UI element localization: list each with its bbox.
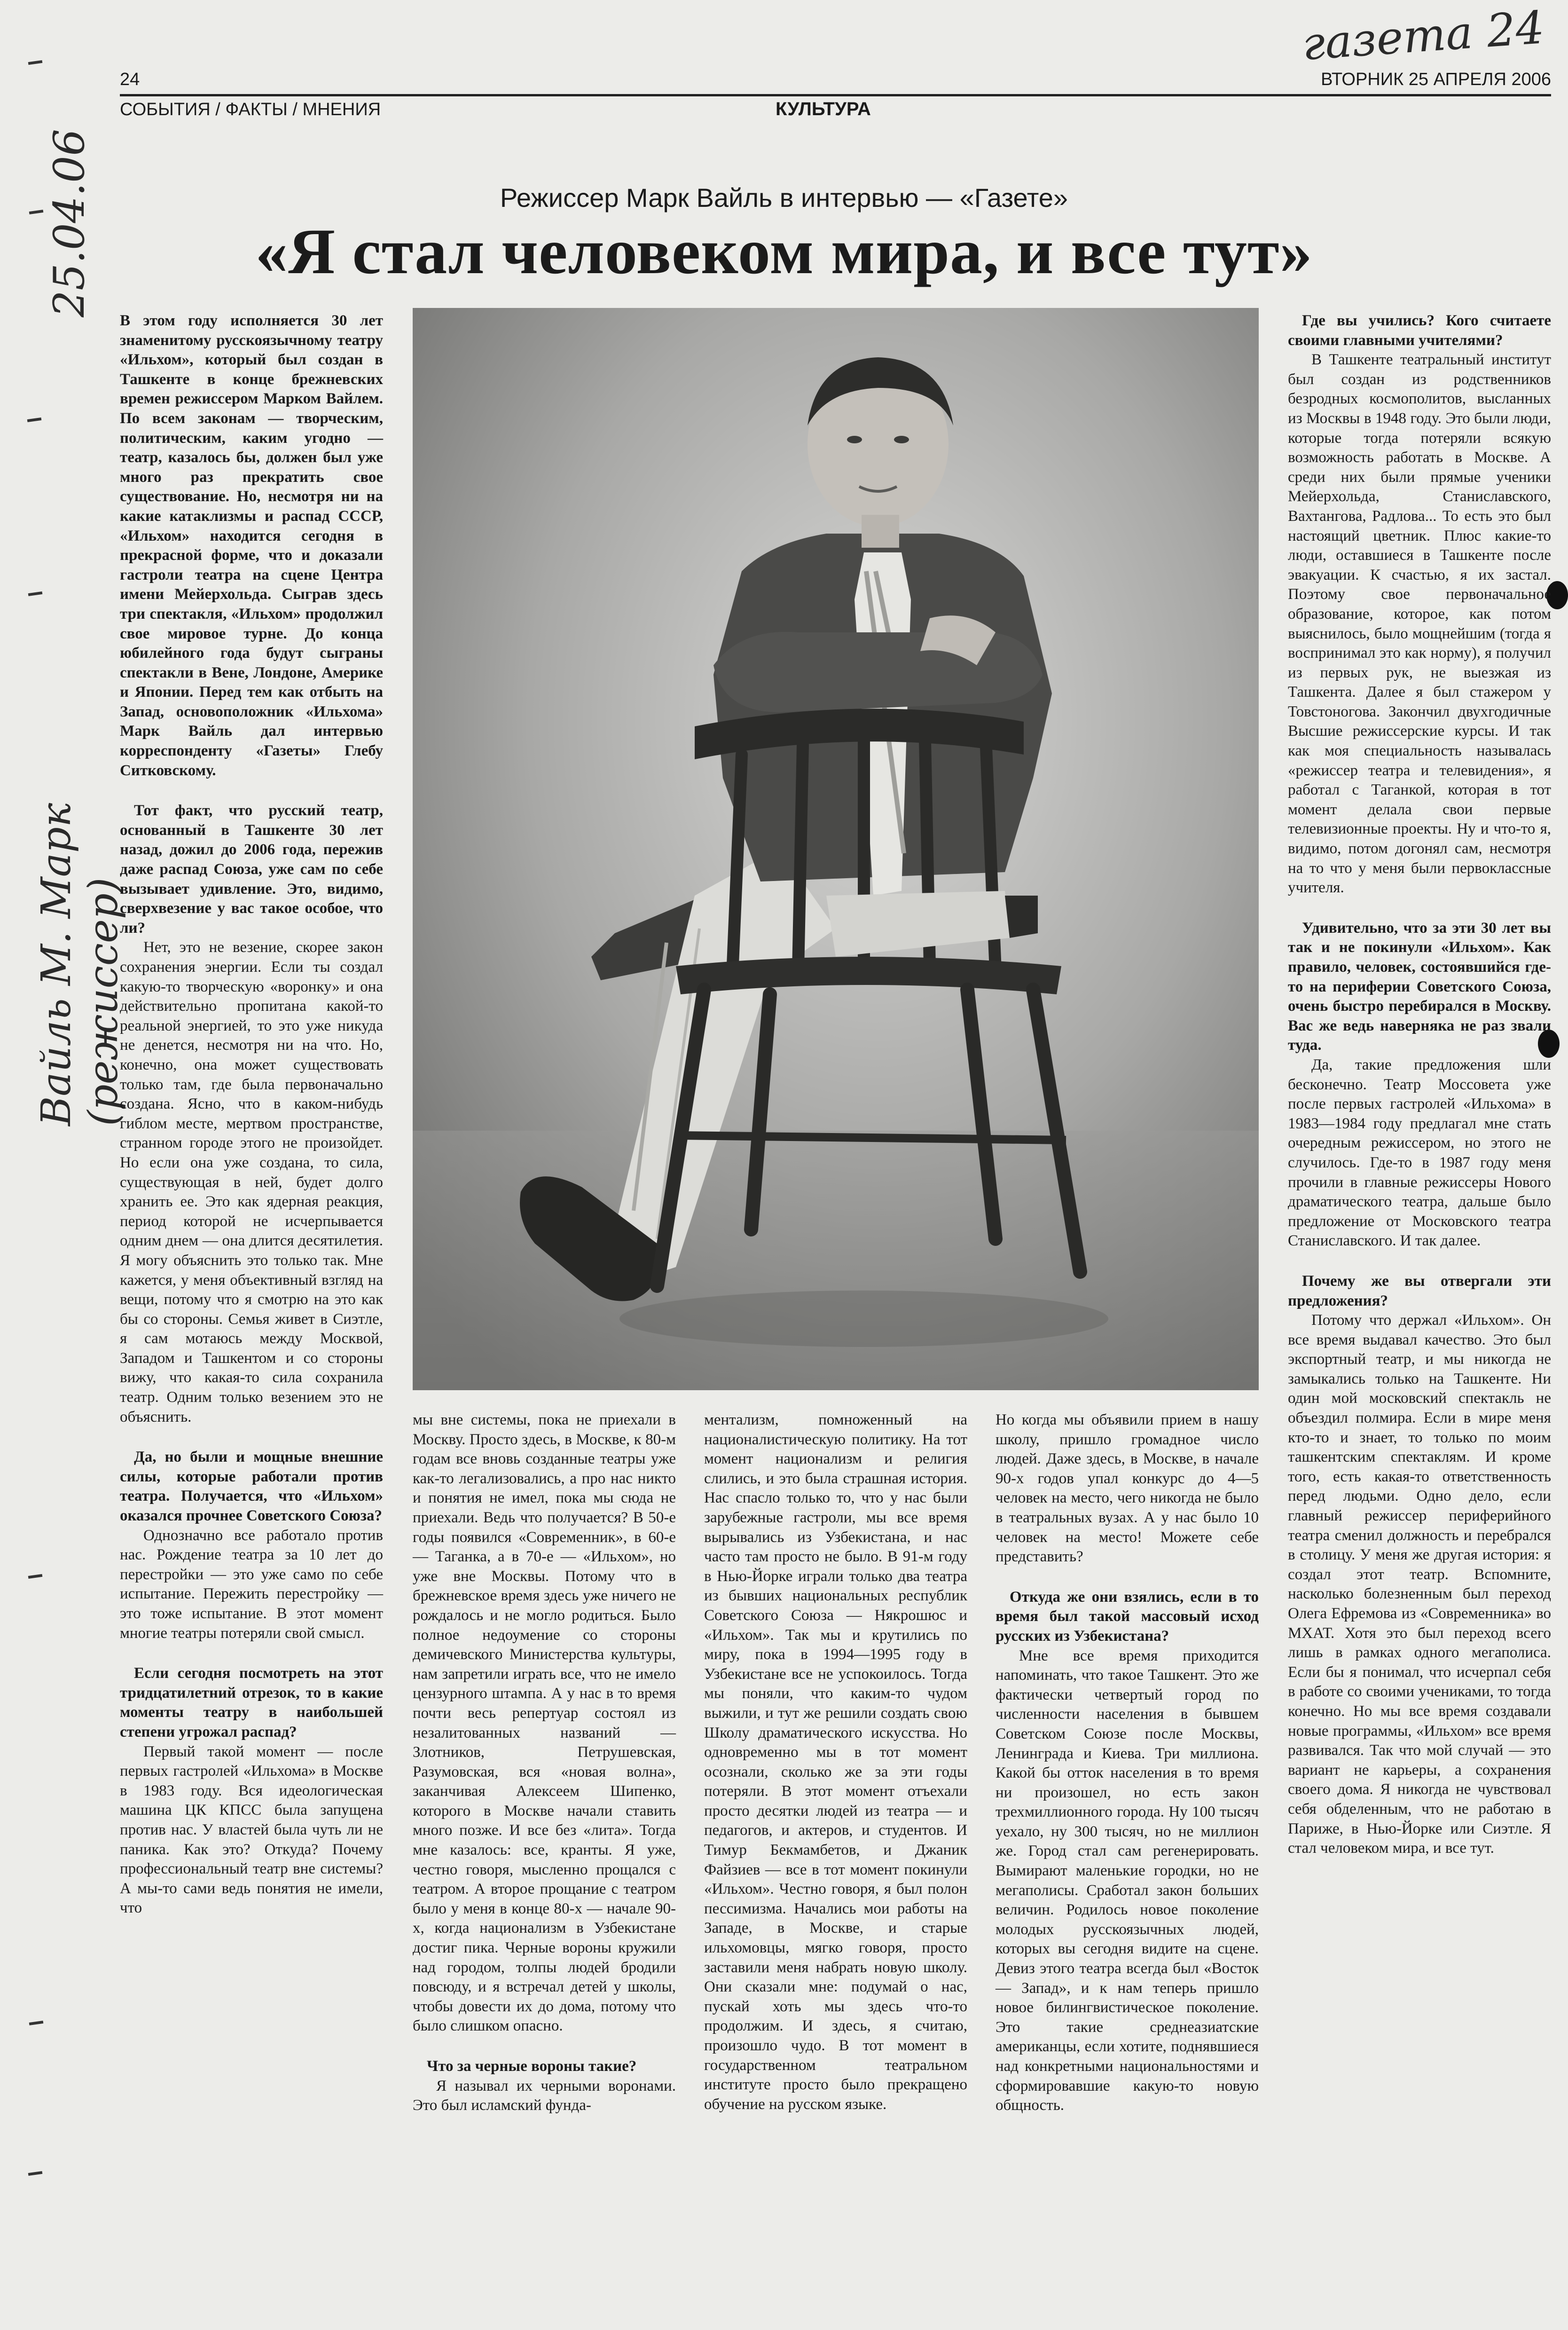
interview-question: Да, но были и мощные внешние силы, которые работали против театра. Получается, что «Ильхом» оказался прочнее Советского Союза? bbox=[120, 1448, 383, 1525]
header-rule bbox=[120, 94, 1551, 96]
interview-answer: ментализм, помноженный на националистическую политику. На тот момент национализм и религия слились, и это была страшная история. Нас спасло только то, что у нас были зарубежные гастроли, мы все время вырывались из Узбекистана, и нас часто там просто не было. В 91-м году в Нью-Йорке играли только два театра из бывших национальных республик Советского Союза — Някрошюс и «Ильхом». Так мы и крутились по миру, пока в 1994—1995 году в Узбекистане все не успокоилось. Тогда мы поняли, что каким-то чудом выжили, и тут же решили создать свою Школу драматического искусства. Но одновременно мы в тот момент осознали, сколько же за эти годы потеряли. В этот момент отъехали просто десятки людей из театра — и педагогов, и актеров, и студентов. И Тимур Бекмамбетов, и Джаник Файзиев — все в тот момент покинули «Ильхом». Честно говоря, я был полон пессимизма. Начались мои работы на Западе, в Москве, и старые ильхомовцы, мягко говоря, просто заставили меня набрать новую школу. Они сказали мне: подумай о нас, пускай хоть мы здесь что-то продолжим. И здесь, я считаю, произошло чудо. В тот момент в государственном театральном институте просто было прекращено обучение на русском языке. bbox=[704, 1411, 967, 2113]
handwritten-name: Вайль М. Марк (режиссер) bbox=[33, 803, 127, 1126]
interview-answer: Первый такой момент — после первых гастролей «Ильхома» в Москве в 1983 году. Вся идеологическая машина ЦК КПСС была запущена против нас. У властей была чуть ли не паника. Как это? Откуда? Почему профессиональный театр вне системы? А мы-то сами ведь понятия не имели, что bbox=[120, 1743, 383, 1917]
margin-mark bbox=[27, 417, 42, 422]
interview-answer: Мне все время приходится напоминать, что такое Ташкент. Это же фактически четвертый город по численности населения в бывшем Советском Союзе после Москвы, Ленинграда и Киева. Три миллиона. Какой бы отток населения в то время ни произошел, но есть закон трехмиллионного города. Ну 100 тысяч уехало, ну 300 тысяч, но не миллион же. Город стал сам регенерировать. Вымирают маленькие городки, но не мегаполисы. Сработал закон больших величин. Родилось новое поколение молодых русскоязычных людей, которых вы сегодня видите на сцене. Девиз этого театра всегда был «Восток — Запад», и к нам теперь пришло новое билингвистическое поколение. Это такие среднеазиатские американцы, если хотите, поднявшиеся над конкретными национальностями и сформировавшие какую-то новую общность. bbox=[996, 1647, 1259, 2114]
article-column-2 bbox=[413, 1410, 676, 2116]
article-column-1 bbox=[120, 311, 383, 1918]
margin-mark bbox=[28, 60, 43, 65]
handwritten-note: газета 24 bbox=[1300, 1, 1546, 71]
interview-answer: В Ташкенте театральный институт был создан из родственников безродных космополитов, высланных из Москвы в 1948 году. Это были люди, которые тогда потеряли всякую возможность работать в Москве. А среди них были прямые ученики Мейерхольда, Станиславского, Вахтангова, Радлова... То есть это был настоящий цветник. Плюс какие-то люди, оставшиеся в Ташкенте после эвакуации. К счастью, я их застал. Поэтому свое первоначальное образование, которое, как потом выяснилось, было мощнейшим (тогда я воспринимал это как норму), я получил из первых рук, не выезжая из Ташкента. Далее я был стажером у Товстоногова. Закончил двухгодичные Высшие режиссерские курсы. И так как моя специальность называлась «режиссер театра и телевидения», я работал с Таганкой, которая в тот момент делала свои первые телевизионные проекты. Ну и что-то я, видимо, потом догонял сам, несмотря на то что у меня были первоклассные учителя. bbox=[1288, 351, 1551, 897]
article-column-3 bbox=[704, 1410, 967, 2114]
article-kicker: Режиссер Марк Вайль в интервью — «Газете» bbox=[500, 183, 1068, 213]
section-label: СОБЫТИЯ / ФАКТЫ / МНЕНИЯ bbox=[120, 100, 381, 119]
portrait-illustration bbox=[413, 308, 1259, 1390]
rubric-label: КУЛЬТУРА bbox=[776, 99, 871, 119]
interview-question: Почему же вы отвергали эти предложения? bbox=[1288, 1272, 1551, 1309]
margin-mark bbox=[28, 591, 43, 596]
article-column-4 bbox=[996, 1410, 1259, 2116]
interview-question: Откуда же они взялись, если в то время был такой массовый исход русских из Узбекистана? bbox=[996, 1588, 1259, 1645]
interview-answer: Нет, это не везение, скорее закон сохранения энергии. Если ты создал какую-то творческую «воронку» и она действительно пропитана какой-то реальной энергией, то это уже никуда не денется, несмотря ни на что. Но, конечно, она может существовать только там, где была первоначально создана. Ясно, что в каком-нибудь гиблом месте, мертвом пространстве, странном городе этого не произойдет. Но если она уже создана, то сила, существующая в ней, будет долго хранить ее. Это как ядерная реакция, период которой не исчерпывается одним днем — она длится десятилетия. Я могу объяснить это только так. Мне кажется, у меня объективный взгляд на вещи, потому что я смотрю на это как бы со стороны. Семья живет в Сиэтле, я сам мотаюсь между Москвой, Западом и Ташкентом и со стороны вижу, что какая-то сила сохранила театр. Одним только везением это не объяснить. bbox=[120, 939, 383, 1425]
margin-mark bbox=[29, 2021, 44, 2025]
interview-question: Где вы учились? Кого считаете своими главными учителями? bbox=[1288, 312, 1551, 349]
portrait-photo bbox=[413, 308, 1259, 1390]
page-number: 24 bbox=[120, 70, 140, 89]
handwritten-date: 25.04.06 bbox=[45, 129, 94, 317]
margin-mark bbox=[28, 2171, 43, 2176]
interview-question: Что за черные вороны такие? bbox=[427, 2058, 637, 2075]
interview-answer: Потому что держал «Ильхом». Он все время выдавал качество. Это был экспортный театр, и мы никогда не замыкались только на Ташкенте. Ни один мой московский спектакль не объездил полмира. Если в мире меня кто-то и знает, то только по моим ташкентским спектаклям. И кроме того, есть какая-то ответственность перед людьми. Одно дело, если главный режиссер периферийного театра сменил должность и перебрался в столицу. У меня же другая история: я создал этот театр. Вспомните, насколько болезненным был переход Олега Ефремова из «Современника» во МХАТ. Хотя это был переход всего лишь в рамках одного мегаполиса. Если бы я понимал, что исчерпал себя в работе со своими учениками, то тогда конечно. Но мы все время создавали новые программы, «Ильхом» все время развивался. Так что мой случай — это вариант не карьеры, а сохранения своего дома. Я никогда не чувствовал себя обделенным, что не работаю в Париже, в Нью-Йорке или Сиэтле. Я стал человеком мира, и все тут. bbox=[1288, 1312, 1551, 1857]
issue-date: ВТОРНИК 25 АПРЕЛЯ 2006 bbox=[1321, 70, 1551, 89]
interview-answer: Я называл их черными воронами. Это был исламский фунда- bbox=[413, 2077, 676, 2114]
interview-answer: Да, такие предложения шли бесконечно. Театр Моссовета уже после первых гастролей «Ильхома» в 1983—1984 году предлагал мне стать очередным режиссером, но этого не случилось. Где-то в 1987 году меня прочили в главные режиссеры Нового драматического театра, дальше было предложение от Московского театра Станиславского. И так далее. bbox=[1288, 1056, 1551, 1250]
interview-answer: Однозначно все работало против нас. Рождение театра за 10 лет до перестройки — это уже само по себе испытание. Пережить перестройку — это тоже испытание. В этот момент многие театры потеряли свой смысл. bbox=[120, 1527, 383, 1642]
article-headline: «Я стал человеком мира, и все тут» bbox=[255, 215, 1313, 287]
interview-answer: Но когда мы объявили прием в нашу школу, пришло громадное число людей. Даже здесь, в Москве, в начале 90-х годов упал конкурс до 4—5 человек на место, чего никогда не было в театральных вузах. А у нас было 10 человек на место! Можете себе представить? bbox=[996, 1411, 1259, 1566]
interview-question: Удивительно, что за эти 30 лет вы так и не покинули «Ильхом». Как правило, человек, состоявшийся где-то на периферии Советского Союза, очень быстро перебирался в Москву. Вас же ведь наверняка не раз звали туда. bbox=[1288, 919, 1551, 1054]
article-column-5 bbox=[1288, 311, 1551, 1858]
interview-question: Если сегодня посмотреть на этот тридцатилетний отрезок, то в какие моменты театру в наибольшей степени угрожал распад? bbox=[120, 1665, 383, 1740]
article-lead: В этом году исполняется 30 лет знаменитому русскоязычному театру «Ильхом», который был создан в Ташкенте в конце брежневских времен режиссером Марком Вайлем. По всем законам — творческим, политическим, каким угодно — театр, казалось бы, должен был уже много раз прекратить свое существование. Но, несмотря ни на какие катаклизмы и распад СССР, «Ильхом» находится сегодня в прекрасной форме, что и доказали гастроли театра на сцене Центра имени Мейерхольда. Сыграв здесь три спектакля, «Ильхом» продолжил свое мировое турне. До конца юбилейного года будут сыграны спектакли в Вене, Лондоне, Америке и Японии. Перед тем как отбыть на Запад, основоположник «Ильхома» Марк Вайль дал интервью корреспонденту «Газеты» Глебу Ситковскому. bbox=[120, 312, 383, 779]
margin-mark bbox=[28, 1574, 43, 1579]
interview-question: Тот факт, что русский театр, основанный в Ташкенте 30 лет назад, дожил до 2006 года, пережив даже распад Союза, уже сам по себе вызывает удивление. Это, видимо, сверхвезение у вас такое особое, что ли? bbox=[120, 802, 383, 937]
interview-answer: мы вне системы, пока не приехали в Москву. Просто здесь, в Москве, к 80-м годам все вновь созданные театры уже как-то легализовались, а про нас никто и понятия не имел, пока мы сюда не приехали. Ведь что получается? В 50-е годы появился «Современник», в 60-е — Таганка, а в 70-е — «Ильхом», но уже вне Москвы. Потому что в брежневское время здесь уже ничего не рождалось и не могло родиться. Было полное недоумение со стороны демичевского Министерства культуры, нам запретили играть все, что не имело цензурного штампа. А у нас в то время почти весь репертуар состоял из незалитованных названий — Злотников, Петрушевская, Разумовская, вся «новая волна», заканчивая Алексеем Шипенко, которого в Москве начали ставить много позже. И все без «лита». Тогда мне казалось: все, кранты. Я уже, честно говоря, мысленно прощался с театром. А второе прощание с театром было у меня в конце 80-х — начале 90-х, когда национализм в Узбекистане достиг пика. Черные вороны кружили над городом, толпы людей бродили повсюду, и я встречал детей у школы, чтобы довести их до дома, потому что было слишком опасно. bbox=[413, 1411, 676, 2035]
